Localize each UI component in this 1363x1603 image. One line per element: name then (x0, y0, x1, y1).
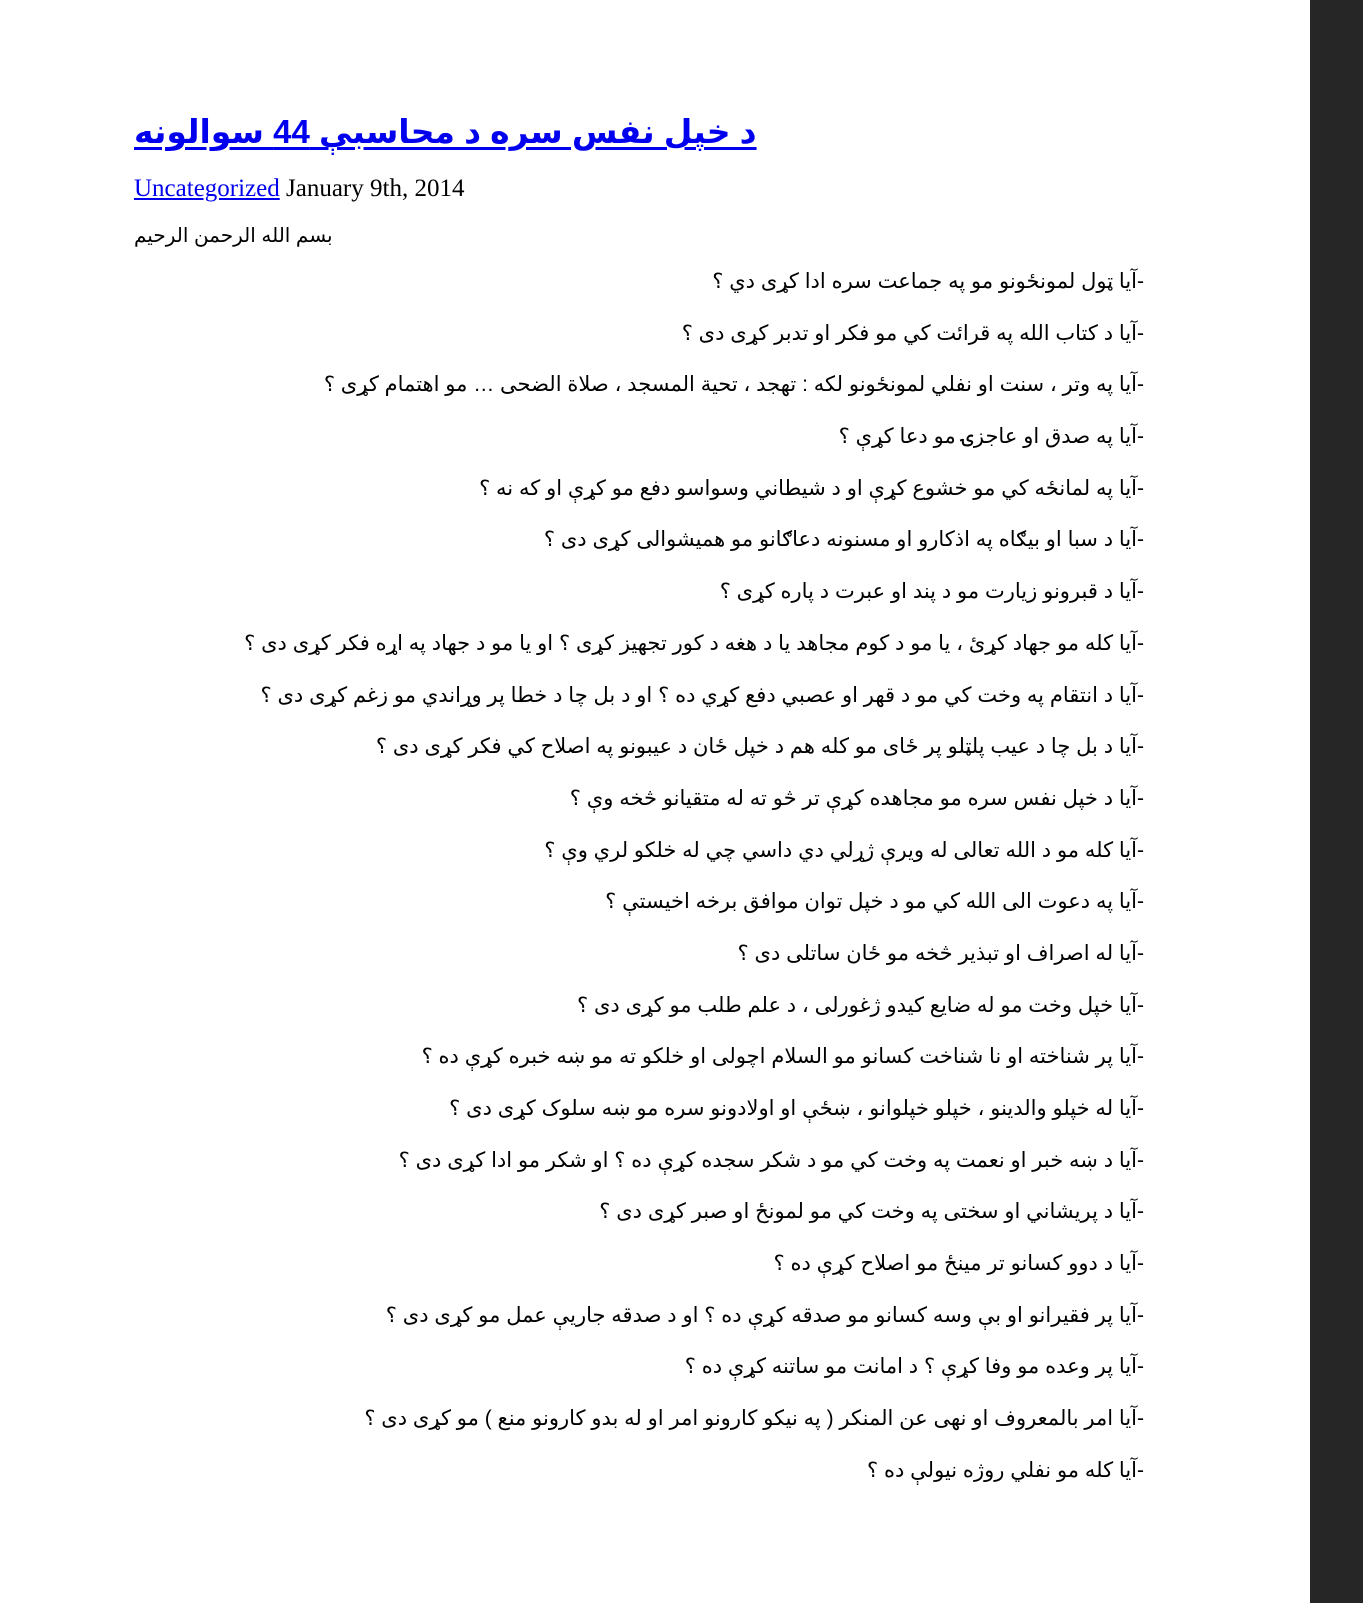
question-item: -آيا د دوو کسانو تر مينځ مو اصلاح کړې ده ؟ (773, 1252, 1144, 1276)
question-item: -آيا د ښه خبر او نعمت په وخت کي مو د شکر سجده کړې ده ؟ او شکر مو ادا کړی دی ؟ (398, 1148, 1144, 1172)
bismillah-text: بسم الله الرحمن الرحيم (134, 225, 333, 247)
question-item: -آيا د خپل نفس سره مو مجاهده کړې تر څو ته له متقيانو څخه وې ؟ (569, 786, 1144, 810)
category-link[interactable]: Uncategorized (134, 175, 280, 202)
question-item: -آيا د قبرونو زيارت مو د پند او عبرت د پاره کړی ؟ (719, 580, 1144, 604)
question-item: -آيا په وتر ، سنت او نفلي لمونځونو لکه : تهجد ، تحية المسجد ، صلاة الضحی … مو اهتمام کړی ؟ (323, 373, 1144, 397)
bismillah-line (134, 222, 1144, 250)
question-item: -آيا کله مو نفلي روژه نيولې ده ؟ (867, 1458, 1144, 1482)
scrollbar-track[interactable] (1310, 0, 1363, 1603)
question-item: -آيا د سبا او بیګاه په اذکارو او مسنونه دعاګانو مو هميشوالی کړی دی ؟ (543, 528, 1144, 552)
question-item: -آيا کله مو د الله تعالی له ویرې ژړلي دي داسي چي له خلکو لري وې ؟ (544, 838, 1144, 862)
question-item: -آيا د پريشاني او سختی په وخت کي مو لمونځ او صبر کړی دی ؟ (599, 1200, 1144, 1224)
questions-list (134, 268, 1144, 1485)
question-item: -آيا په صدق او عاجزۍ مو دعا کړې ؟ (838, 425, 1144, 449)
post-meta (134, 174, 1144, 204)
question-item: -آيا پر شناخته او نا شناخت کسانو مو السلام اچولی او خلکو ته مو ښه خبره کړې ده ؟ (421, 1045, 1144, 1069)
question-item: -آيا پر وعده مو وفا کړې ؟ د امانت مو ساتنه کړې ده ؟ (684, 1355, 1144, 1379)
question-item: -آيا امر بالمعروف او نهی عن المنکر ( په نيکو کارونو امر او له بدو کارونو منع ) مو کړی دی ؟ (364, 1407, 1144, 1431)
question-item: -آيا له اصراف او تبذير څخه مو ځان ساتلی دی ؟ (737, 941, 1144, 965)
question-item: -آيا د انتقام په وخت کي مو د قهر او عصبي دفع کړي ده ؟ او د بل چا د خطا پر وړاندي مو زغم کړی دی ؟ (260, 683, 1144, 707)
question-item: -آيا د بل چا د عيب پلټلو پر ځای مو کله هم د خپل ځان د عيبونو په اصلاح کي فکر کړی دی ؟ (375, 735, 1144, 759)
question-item: -آيا کله مو جهاد کړئ ، يا مو د کوم مجاهد يا د هغه د کور تجهيز کړی ؟ او يا مو د جهاد په اړه فکر کړی دی ؟ (244, 631, 1144, 655)
question-item: -آيا له خپلو والدينو ، خپلو خپلوانو ، ښځې او اولادونو سره مو ښه سلوک کړی دی ؟ (449, 1097, 1144, 1120)
question-item: -آيا د کتاب الله په قرائت کي مو فکر او تدبر کړی دی ؟ (681, 321, 1144, 345)
question-item: -آيا ټول لمونځونو مو په جماعت سره ادا کړی دي ؟ (712, 270, 1144, 293)
post-date: January 9th, 2014 (286, 175, 465, 202)
question-item: -آيا په لمانځه کي مو خشوع کړې او د شيطاني وسواسو دفع مو کړې او که نه ؟ (479, 476, 1144, 500)
question-item: -آيا خپل وخت مو له ضايع کيدو ژغورلی ، د علم طلب مو کړی دی ؟ (577, 993, 1144, 1017)
question-item: -آيا پر فقيرانو او بې وسه کسانو مو صدقه کړې ده ؟ او د صدقه جاريې عمل مو کړی دی ؟ (385, 1303, 1144, 1327)
post-title-link[interactable]: د خپل نفس سره د محاسبې 44 سوالونه (134, 113, 757, 150)
post (134, 112, 1144, 1509)
post-title (134, 112, 757, 152)
question-item: -آيا په دعوت الی الله کي مو د خپل توان موافق برخه اخيستې ؟ (605, 890, 1144, 914)
